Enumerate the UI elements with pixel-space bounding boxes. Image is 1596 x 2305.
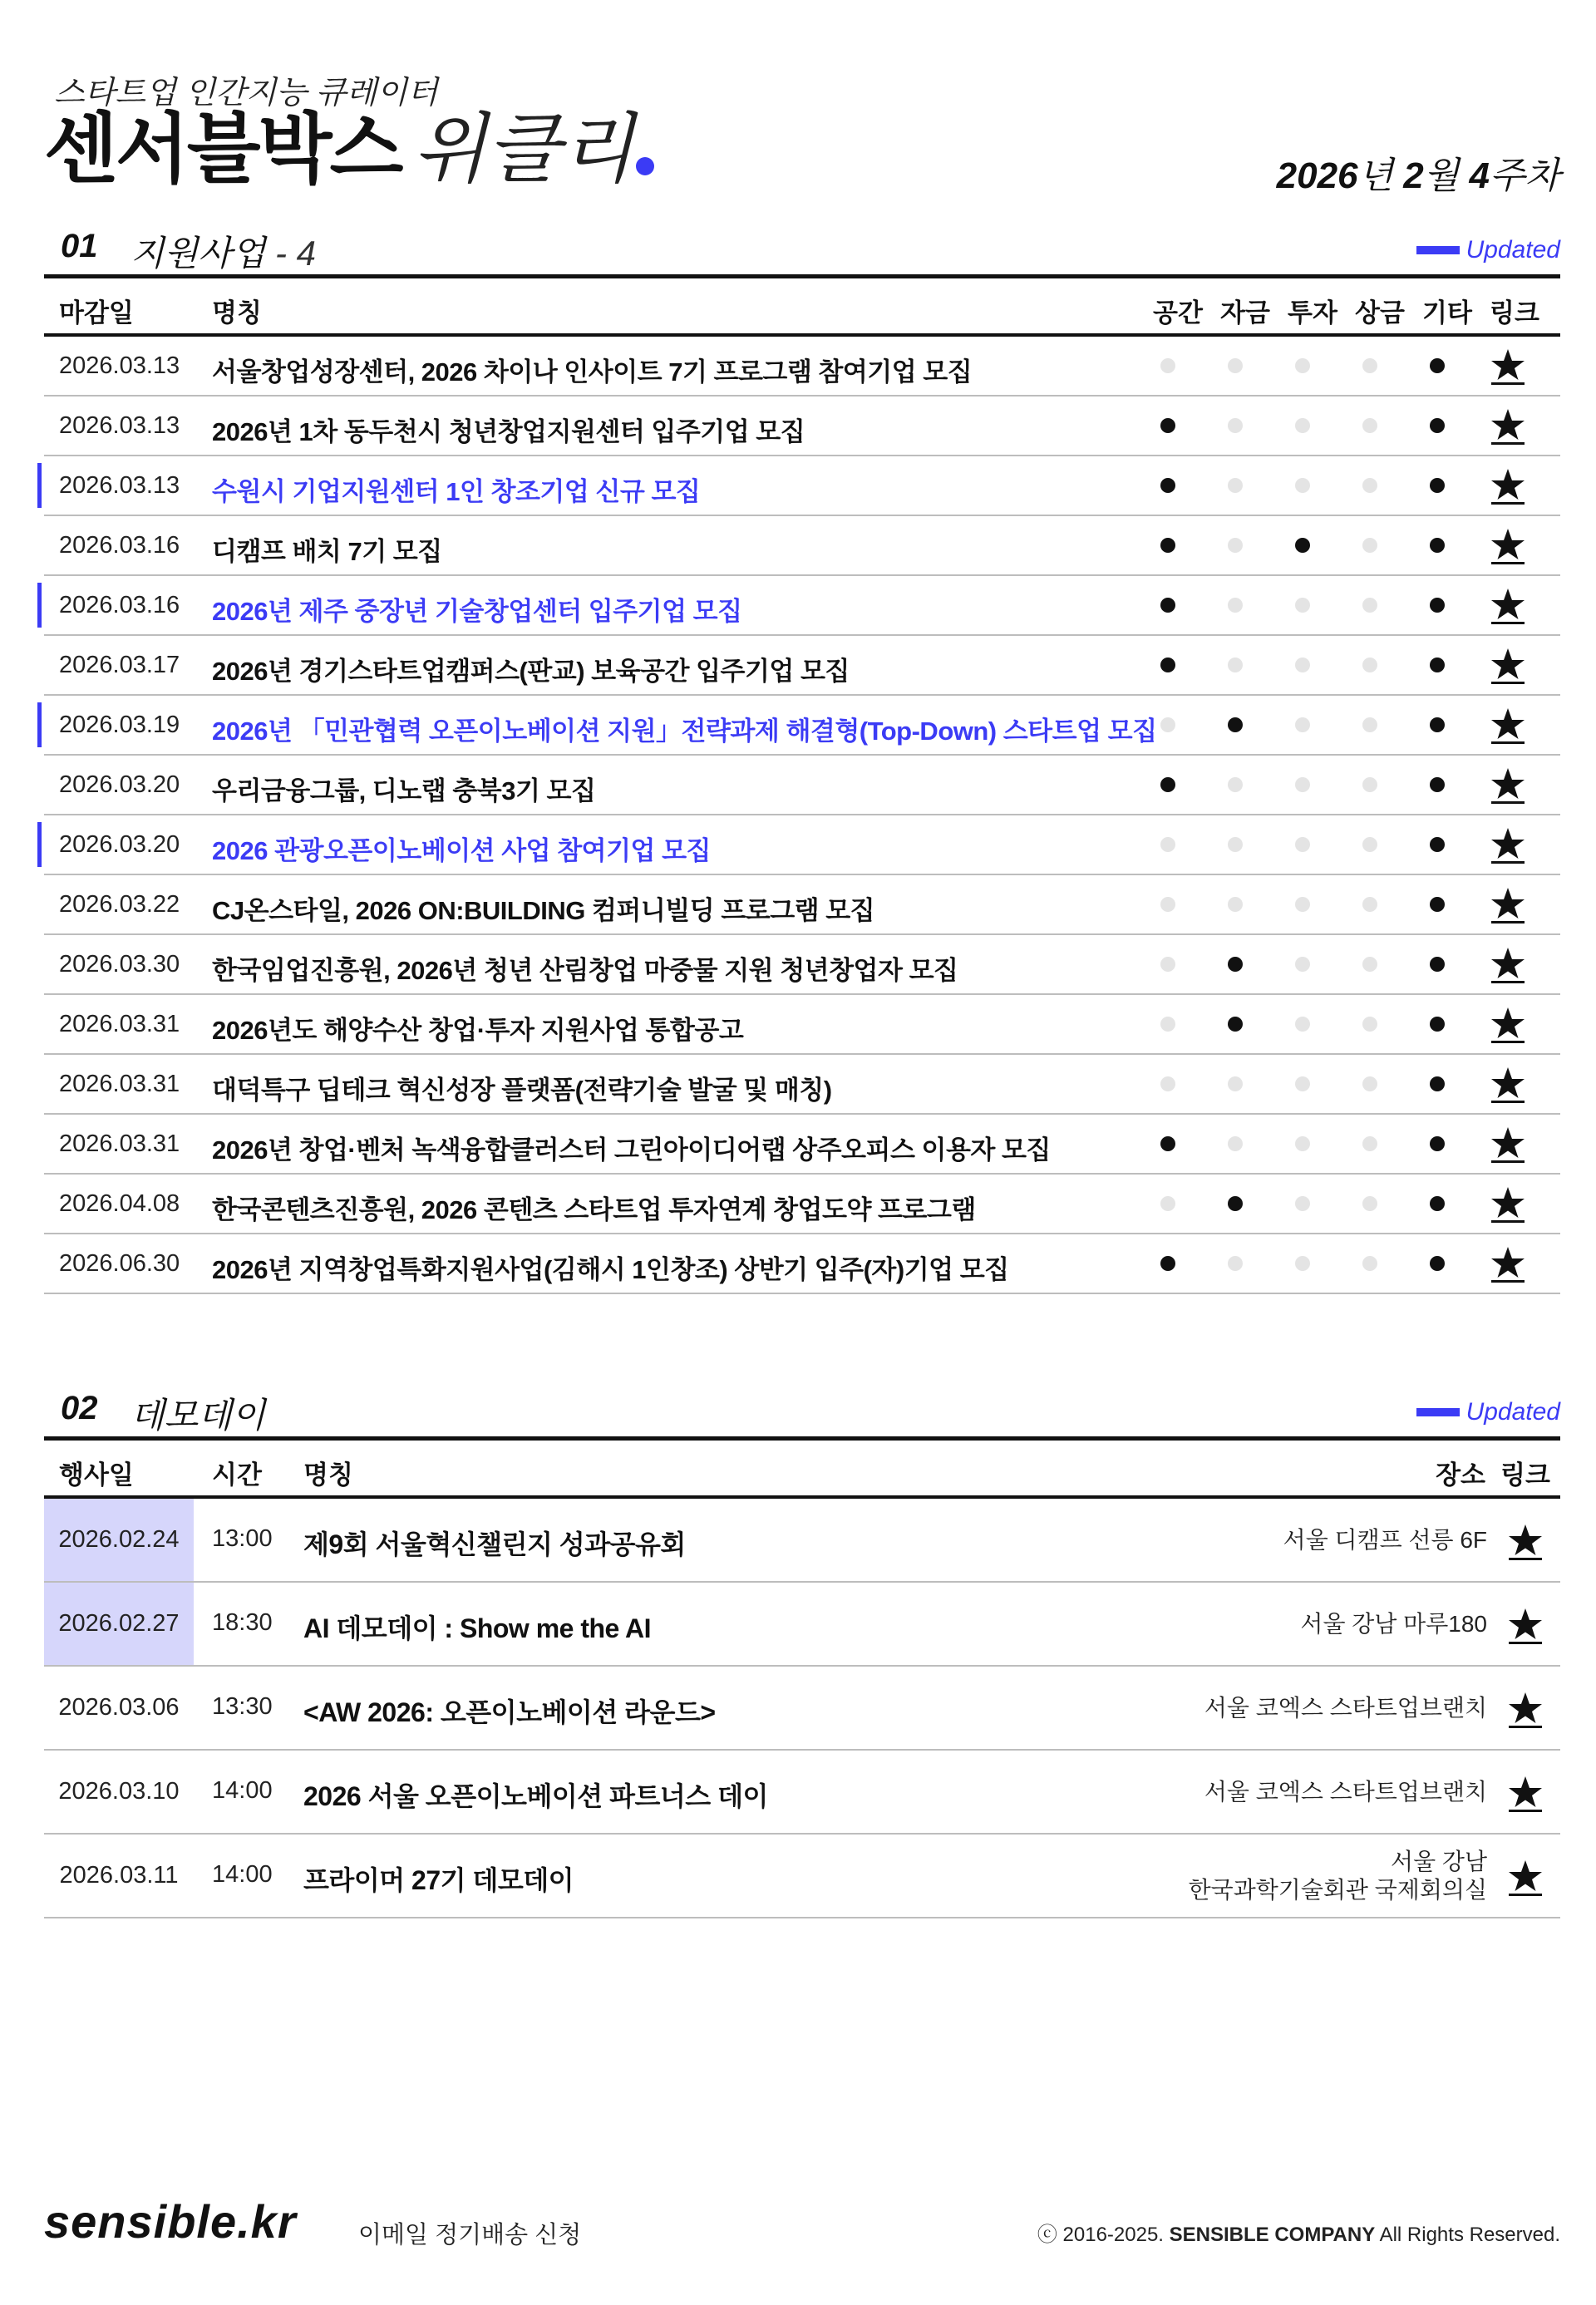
program-row [44,516,1560,576]
program-row [44,636,1560,696]
fund-indicator-dot [1228,658,1243,672]
prize-indicator-dot [1362,1196,1377,1211]
etc-indicator-dot [1430,1076,1445,1091]
space-indicator-dot [1160,598,1175,613]
invest-indicator-dot [1295,837,1310,852]
invest-indicator-dot [1295,957,1310,972]
event-place [1204,1667,1487,1749]
invest-indicator-dot [1295,418,1310,433]
event-place-line: 서울 코엑스 스타트업브랜치 [1204,1694,1487,1721]
invest-indicator-dot [1295,1196,1310,1211]
deadline-date: 2026.04.08 [59,1190,180,1217]
fund-indicator-dot [1228,717,1243,732]
program-name: 2026년 경기스타트업캠퍼스(판교) 보육공간 입주기업 모집 [212,657,850,686]
deadline-date: 2026.03.22 [59,891,180,918]
link-star-icon[interactable] [1505,1604,1545,1644]
prize-indicator-dot [1362,358,1377,373]
event-place [1300,1583,1487,1665]
updated-badge: Updated [1416,1398,1560,1426]
deadline-date: 2026.03.20 [59,771,180,798]
prize-indicator-dot [1362,1017,1377,1032]
link-star-icon[interactable] [1488,943,1528,983]
space-indicator-dot [1160,957,1175,972]
program-name: 2026 관광오픈이노베이션 사업 참여기업 모집 [212,836,711,865]
event-time: 14:00 [212,1861,273,1888]
etc-indicator-dot [1430,598,1445,613]
prize-indicator-dot [1362,1256,1377,1271]
link-star-icon[interactable] [1505,1520,1545,1560]
fund-indicator-dot [1228,777,1243,792]
deadline-date: 2026.03.19 [59,712,180,738]
brand-dot-icon [636,157,654,175]
program-row [44,875,1560,935]
etc-indicator-dot [1430,1017,1445,1032]
program-row [44,456,1560,516]
fund-indicator-dot [1228,358,1243,373]
event-time: 14:00 [212,1777,273,1804]
site-logo-link[interactable]: sensible.kr [44,2195,297,2248]
etc-indicator-dot [1430,717,1445,732]
program-name: 2026년 「민관협력 오픈이노베이션 지원」전략과제 해결형(Top-Down) 스타트업 모집 [212,717,1157,746]
program-row [44,935,1560,995]
col-space: 공간 [1153,298,1203,328]
invest-indicator-dot [1295,478,1310,493]
updated-badge: Updated [1416,236,1560,264]
deadline-date: 2026.03.31 [59,1011,180,1037]
edition-label: 2026년 2월 4주차 [1276,155,1560,196]
link-star-icon[interactable] [1488,764,1528,804]
deadline-date: 2026.06.30 [59,1250,180,1277]
program-row [44,1055,1560,1115]
prize-indicator-dot [1362,957,1377,972]
event-date: 2026.02.24 [44,1499,194,1581]
etc-indicator-dot [1430,897,1445,912]
col-fund: 자금 [1220,298,1270,328]
prize-indicator-dot [1362,478,1377,493]
program-name: 2026년도 해양수산 창업·투자 지원사업 통합공고 [212,1016,744,1045]
etc-indicator-dot [1430,1196,1445,1211]
fund-indicator-dot [1228,957,1243,972]
event-time: 18:30 [212,1609,273,1636]
prize-indicator-dot [1362,418,1377,433]
demoday-row [44,1583,1560,1667]
etc-indicator-dot [1430,358,1445,373]
table-header [44,278,1560,337]
program-name: 디캠프 배치 7기 모집 [212,537,442,566]
link-star-icon[interactable] [1488,1243,1528,1283]
demoday-table-body [44,1499,1560,1918]
fund-indicator-dot [1228,538,1243,553]
space-indicator-dot [1160,1136,1175,1151]
program-row [44,756,1560,815]
event-date: 2026.03.06 [58,1694,180,1721]
link-star-icon[interactable] [1488,704,1528,744]
deadline-date: 2026.03.31 [59,1071,180,1097]
invest-indicator-dot [1295,897,1310,912]
prize-indicator-dot [1362,598,1377,613]
program-row [44,1115,1560,1175]
program-name: 수원시 기업지원센터 1인 창조기업 신규 모집 [212,477,701,506]
etc-indicator-dot [1430,478,1445,493]
deadline-date: 2026.03.16 [59,592,180,618]
program-name: 한국임업진흥원, 2026년 청년 산림창업 마중물 지원 청년창업자 모집 [212,956,958,985]
section-title: 지원사업 - 4 [131,234,316,273]
space-indicator-dot [1160,897,1175,912]
link-star-icon[interactable] [1488,584,1528,624]
program-row [44,815,1560,875]
link-star-icon[interactable] [1505,1772,1545,1812]
deadline-date: 2026.03.13 [59,412,180,439]
etc-indicator-dot [1430,957,1445,972]
invest-indicator-dot [1295,598,1310,613]
invest-indicator-dot [1295,1136,1310,1151]
event-place-line: 서울 강남 [1391,1848,1487,1874]
program-name: 2026년 지역창업특화지원사업(김해시 1인창조) 상반기 입주(자)기업 모집 [212,1255,1009,1284]
program-name: 우리금융그룹, 디노랩 충북3기 모집 [212,776,596,805]
link-star-icon[interactable] [1505,1688,1545,1728]
fund-indicator-dot [1228,418,1243,433]
fund-indicator-dot [1228,1076,1243,1091]
etc-indicator-dot [1430,418,1445,433]
space-indicator-dot [1160,1076,1175,1091]
updated-bar-icon [1416,246,1460,254]
etc-indicator-dot [1430,658,1445,672]
brand-title [44,108,654,191]
program-name: 서울창업성장센터, 2026 차이나 인사이트 7기 프로그램 참여기업 모집 [212,357,973,387]
link-star-icon[interactable] [1488,1063,1528,1103]
demoday-section [44,1386,1560,1918]
event-place-line: 서울 코엑스 스타트업브랜치 [1204,1778,1487,1805]
program-name: 2026년 창업·벤처 녹색융합클러스터 그린아이디어랩 상주오피스 이용자 모집 [212,1135,1051,1165]
col-event-date: 행사일 [59,1460,134,1490]
link-star-icon[interactable] [1488,465,1528,505]
event-place [1283,1499,1487,1581]
event-place-line: 서울 디캠프 선릉 6F [1283,1526,1487,1553]
brand-name: 센서블박스 [44,107,401,192]
section-number: 01 [61,228,98,264]
prize-indicator-dot [1362,777,1377,792]
programs-table-body [44,337,1560,1294]
event-name: 2026 서울 오픈이노베이션 파트너스 데이 [303,1781,768,1811]
prize-indicator-dot [1362,1076,1377,1091]
program-row [44,995,1560,1055]
program-row [44,1175,1560,1234]
event-place [1189,1835,1487,1917]
table-header [44,1441,1560,1499]
space-indicator-dot [1160,1256,1175,1271]
program-row [44,696,1560,756]
space-indicator-dot [1160,358,1175,373]
tagline: 스타트업 인간지능 큐레이터 [54,76,438,111]
col-deadline: 마감일 [59,298,134,328]
deadline-date: 2026.03.13 [59,472,180,499]
event-name: 프라이머 27기 데모데이 [303,1865,574,1895]
section-heading [44,224,1560,278]
deadline-date: 2026.03.13 [59,352,180,379]
space-indicator-dot [1160,777,1175,792]
fund-indicator-dot [1228,1196,1243,1211]
fund-indicator-dot [1228,837,1243,852]
program-name: CJ온스타일, 2026 ON:BUILDING 컴퍼니빌딩 프로그램 모집 [212,896,875,925]
prize-indicator-dot [1362,538,1377,553]
link-star-icon[interactable] [1488,824,1528,864]
deadline-date: 2026.03.30 [59,951,180,978]
col-invest: 투자 [1288,298,1337,328]
fund-indicator-dot [1228,1256,1243,1271]
event-place-line: 서울 강남 마루180 [1300,1610,1487,1637]
prize-indicator-dot [1362,1136,1377,1151]
space-indicator-dot [1160,1196,1175,1211]
space-indicator-dot [1160,1017,1175,1032]
invest-indicator-dot [1295,358,1310,373]
section-title: 데모데이 [131,1396,266,1435]
program-row [44,337,1560,396]
col-time: 시간 [212,1460,262,1490]
deadline-date: 2026.03.20 [59,831,180,858]
support-programs-section [44,224,1560,1294]
prize-indicator-dot [1362,897,1377,912]
program-name: 한국콘텐츠진흥원, 2026 콘텐츠 스타트업 투자연계 창업도약 프로그램 [212,1195,976,1224]
col-prize: 상금 [1355,298,1405,328]
link-star-icon[interactable] [1488,1003,1528,1043]
space-indicator-dot [1160,837,1175,852]
space-indicator-dot [1160,418,1175,433]
prize-indicator-dot [1362,837,1377,852]
section-number: 02 [61,1390,98,1426]
invest-indicator-dot [1295,1076,1310,1091]
demoday-row [44,1751,1560,1835]
event-time: 13:30 [212,1693,273,1720]
subscribe-link[interactable]: 이메일 정기배송 신청 [358,2222,582,2248]
footer [44,2194,1560,2253]
link-star-icon[interactable] [1505,1856,1545,1896]
program-name: 2026년 제주 중장년 기술창업센터 입주기업 모집 [212,597,742,626]
col-link: 링크 [1490,298,1539,328]
fund-indicator-dot [1228,478,1243,493]
invest-indicator-dot [1295,717,1310,732]
section-count: - 4 [265,234,316,273]
masthead [44,58,1560,196]
program-name: 대덕특구 딥테크 혁신성장 플랫폼(전략기술 발굴 및 매칭) [212,1076,832,1105]
copyright: ⓒ 2016-2025. SENSIBLE COMPANY All Rights Reserved. [1037,2224,1560,2246]
prize-indicator-dot [1362,658,1377,672]
event-time: 13:00 [212,1525,273,1552]
etc-indicator-dot [1430,777,1445,792]
demoday-row [44,1667,1560,1751]
link-star-icon[interactable] [1488,1183,1528,1223]
space-indicator-dot [1160,538,1175,553]
program-row [44,576,1560,636]
event-date: 2026.02.27 [44,1583,194,1665]
etc-indicator-dot [1430,1256,1445,1271]
brand-weekly: 위클리 [412,107,634,192]
demoday-row [44,1499,1560,1583]
section-heading [44,1386,1560,1441]
event-name: 제9회 서울혁신챌린지 성과공유회 [303,1529,686,1559]
event-name: <AW 2026: 오픈이노베이션 라운드> [303,1697,716,1727]
event-place [1204,1751,1487,1833]
prize-indicator-dot [1362,717,1377,732]
col-etc: 기타 [1422,298,1472,328]
event-name: AI 데모데이 : Show me the AI [303,1613,652,1643]
invest-indicator-dot [1295,1017,1310,1032]
deadline-date: 2026.03.17 [59,652,180,678]
fund-indicator-dot [1228,1017,1243,1032]
space-indicator-dot [1160,717,1175,732]
link-star-icon[interactable] [1488,1123,1528,1163]
space-indicator-dot [1160,658,1175,672]
demoday-row [44,1835,1560,1918]
fund-indicator-dot [1228,598,1243,613]
link-star-icon[interactable] [1488,345,1528,385]
event-date: 2026.03.10 [58,1778,180,1805]
fund-indicator-dot [1228,897,1243,912]
invest-indicator-dot [1295,1256,1310,1271]
program-row [44,396,1560,456]
deadline-date: 2026.03.16 [59,532,180,559]
invest-indicator-dot [1295,777,1310,792]
program-row [44,1234,1560,1294]
etc-indicator-dot [1430,538,1445,553]
etc-indicator-dot [1430,1136,1445,1151]
etc-indicator-dot [1430,837,1445,852]
link-star-icon[interactable] [1488,525,1528,564]
link-star-icon[interactable] [1488,884,1528,923]
invest-indicator-dot [1295,658,1310,672]
col-place: 장소 [1436,1460,1485,1490]
invest-indicator-dot [1295,538,1310,553]
link-star-icon[interactable] [1488,644,1528,684]
event-place-line: 한국과학기술회관 국제회의실 [1188,1876,1487,1903]
col-name: 명칭 [212,298,262,328]
deadline-date: 2026.03.31 [59,1130,180,1157]
updated-bar-icon [1416,1408,1460,1416]
program-name: 2026년 1차 동두천시 청년창업지원센터 입주기업 모집 [212,417,805,446]
space-indicator-dot [1160,478,1175,493]
col-link: 링크 [1500,1460,1550,1490]
col-name: 명칭 [303,1460,353,1490]
event-date: 2026.03.11 [59,1862,179,1889]
link-star-icon[interactable] [1488,405,1528,445]
fund-indicator-dot [1228,1136,1243,1151]
